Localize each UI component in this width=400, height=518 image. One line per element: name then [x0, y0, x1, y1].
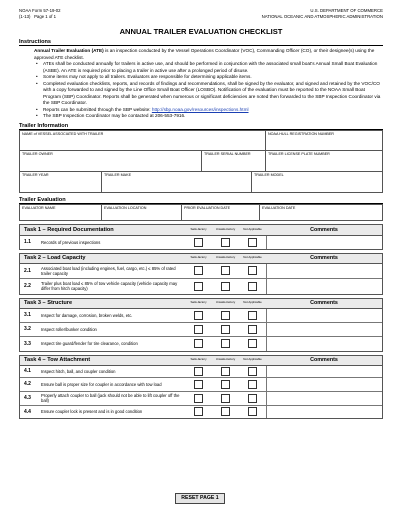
satisfactory-checkbox[interactable] [194, 311, 203, 320]
col-comments: Comments [310, 226, 338, 233]
trailer-info-heading: Trailer Information [19, 122, 383, 130]
evaluation-heading: Trailer Evaluation [19, 196, 383, 204]
instructions-body [19, 46, 383, 120]
item-description: Ensure coupler lock is present and is in good condition [41, 409, 143, 414]
task-title: Task 3 – Structure [24, 300, 73, 306]
instructions-heading: Instructions [19, 38, 383, 46]
instruction-bullet: • Some items may not apply to all trailers. Evaluators are responsible for determining applicable items. [43, 74, 383, 81]
evaluation-row [19, 204, 383, 221]
not-applicable-checkbox[interactable] [248, 325, 257, 334]
comment-field[interactable] [266, 279, 382, 294]
task-title: Task 2 – Load Capacity [24, 255, 86, 261]
reset-page-button[interactable]: RESET PAGE 1 [175, 493, 225, 504]
task-title: Task 1 – Required Documentation [24, 226, 114, 233]
item-number: 3.3 [24, 340, 31, 347]
unsatisfactory-checkbox[interactable] [221, 238, 230, 247]
col-unsatisfactory: Unsatis-factory [215, 300, 236, 305]
item-description: Properly attach coupler to ball (jack should not be able to lift coupler off the ball) [41, 393, 180, 403]
sbp-link[interactable]: http://sbp.noaa.gov/resources/inspections.html [151, 106, 249, 112]
item-number: 4.4 [24, 408, 31, 415]
col-satisfactory: Satis-factory [190, 255, 207, 260]
page-number: Page 1 of 1 [34, 14, 57, 19]
col-unsatisfactory: Unsatis-factory [215, 357, 236, 362]
item-number: 4.3 [24, 395, 31, 401]
item-description: Inspect for damage, corrosion, broken welds, etc. [41, 312, 133, 318]
col-not-applicable: Not Applicable [243, 357, 262, 362]
instructions-list [34, 61, 383, 120]
evaluation-date-field[interactable]: EVALUATION DATE [262, 205, 296, 210]
col-comments: Comments [310, 357, 338, 363]
table-row [20, 337, 382, 351]
evaluation-location-field[interactable]: EVALUATION LOCATION [102, 205, 182, 220]
table-row [20, 323, 382, 337]
table-row [20, 366, 382, 378]
col-not-applicable: Not Applicable [243, 300, 262, 305]
vessel-name-field[interactable]: NAME of VESSEL ASSOCIATED WITH TRAILER [20, 131, 266, 150]
col-unsatisfactory: Unsatis-factory [215, 255, 236, 260]
table-row [20, 236, 382, 249]
unsatisfactory-checkbox[interactable] [221, 311, 230, 320]
col-not-applicable: Not Applicable [243, 226, 262, 231]
trailer-make-field[interactable]: TRAILER MAKE [102, 172, 252, 192]
table-row [20, 279, 382, 294]
satisfactory-checkbox[interactable] [194, 282, 203, 291]
item-description: Inspect hitch, ball, and coupler condition [41, 368, 116, 374]
item-description: Records of previous inspections [41, 239, 101, 245]
evaluator-name-field[interactable]: EVALUATOR NAME [20, 205, 102, 220]
submit-text: Reports can be submitted through the SBP website: [43, 106, 152, 112]
comment-field[interactable] [266, 309, 382, 322]
unsatisfactory-checkbox[interactable] [221, 394, 230, 403]
item-number: 4.1 [24, 368, 31, 374]
item-description: Inspect tire guard/fender for tire clearance, condition [41, 341, 138, 346]
trailer-info-row [19, 130, 383, 151]
item-description: Associated boat load (including engines, fuel, cargo, etc.) ≤ 85% of rated trailer capacity [41, 265, 176, 276]
item-number: 2.2 [24, 283, 31, 289]
unsatisfactory-checkbox[interactable] [221, 266, 230, 275]
not-applicable-checkbox[interactable] [248, 380, 257, 389]
trailer-serial-field[interactable]: TRAILER SERIAL NUMBER [202, 151, 266, 171]
col-satisfactory: Satis-factory [190, 357, 207, 362]
task-table [19, 224, 383, 250]
not-applicable-checkbox[interactable] [248, 311, 257, 320]
license-plate-field[interactable]: TRAILER LICENSE PLATE NUMBER [268, 151, 330, 156]
not-applicable-checkbox[interactable] [248, 394, 257, 403]
ate-definition: is an inspection conducted by the Vessel Operations Coordinator (VOC), Commanding Officer (CO), or their designee(s) using the approved ATE checklist. [34, 48, 375, 60]
col-satisfactory: Satis-factory [190, 226, 207, 231]
item-description: Trailer plus boat load ≤ 85% of tow vehicle capacity (vehicle capacity may differ from hitch capacity) [41, 281, 178, 291]
comment-field[interactable] [266, 323, 382, 336]
satisfactory-checkbox[interactable] [194, 380, 203, 389]
item-number: 1.1 [24, 239, 31, 245]
comment-field[interactable] [266, 337, 382, 351]
trailer-year-field[interactable]: TRAILER YEAR [20, 172, 102, 192]
trailer-owner-field[interactable]: TRAILER OWNER [20, 151, 202, 171]
item-number: 3.1 [24, 312, 31, 318]
not-applicable-checkbox[interactable] [248, 266, 257, 275]
item-number: 2.1 [24, 267, 31, 274]
trailer-model-field[interactable]: TRAILER MODEL [254, 172, 284, 177]
task-title: Task 4 – Tow Attachment [24, 357, 91, 363]
col-satisfactory: Satis-factory [190, 300, 207, 305]
unsatisfactory-checkbox[interactable] [221, 339, 230, 348]
col-unsatisfactory: Unsatis-factory [215, 226, 236, 231]
not-applicable-checkbox[interactable] [248, 339, 257, 348]
comment-field[interactable] [266, 264, 382, 278]
comment-field[interactable] [266, 366, 382, 377]
satisfactory-checkbox[interactable] [194, 325, 203, 334]
task-table [19, 298, 383, 352]
instruction-bullet: • The SBP Inspection Coordinator may be contacted at 206-553-7916. [43, 113, 383, 120]
unsatisfactory-checkbox[interactable] [221, 407, 230, 416]
satisfactory-checkbox[interactable] [194, 339, 203, 348]
unsatisfactory-checkbox[interactable] [221, 367, 230, 376]
trailer-info-row [19, 172, 383, 193]
trailer-info-row [19, 151, 383, 172]
satisfactory-checkbox[interactable] [194, 238, 203, 247]
form-number: NOAA Form 57-19-02 [19, 8, 61, 13]
task-header [20, 253, 382, 264]
col-not-applicable: Not Applicable [243, 255, 262, 260]
unsatisfactory-checkbox[interactable] [221, 380, 230, 389]
table-row [20, 309, 382, 323]
col-comments: Comments [310, 300, 338, 306]
comment-field[interactable] [266, 406, 382, 418]
task-header [20, 225, 382, 236]
table-row [20, 392, 382, 406]
satisfactory-checkbox[interactable] [194, 367, 203, 376]
instruction-bullet: • Completed evaluation checklists, reports, and records of findings and recommendations, shall be signed by the evaluator, and signed and retained by the VOC/CO with a copy forwarded to and signed by the Line Office Small Boat Officer (LOSBO). Notification of the evaluation must be reported to the NOAA Small Boat Program (SBP) Coordinator. Reports shall be generated when numerous or significant deficiencies are noted then forwarded to the SBP Inspection Coordinator via the SBP Coordinator. [43, 81, 383, 107]
ate-term: Annual Trailer Evaluation (ATE) [34, 48, 104, 53]
unsatisfactory-checkbox[interactable] [221, 282, 230, 291]
instructions-lead [34, 48, 383, 61]
col-comments: Comments [310, 255, 338, 261]
comment-field[interactable] [266, 378, 382, 391]
table-row [20, 264, 382, 279]
item-number: 4.2 [24, 381, 31, 387]
satisfactory-checkbox[interactable] [194, 407, 203, 416]
table-row [20, 378, 382, 392]
form-header [19, 8, 383, 20]
prior-evaluation-date-field[interactable]: PRIOR EVALUATION DATE [182, 205, 260, 220]
table-row [20, 406, 382, 418]
agency-name: NATIONAL OCEANIC AND ATMOSPHERIC ADMINISTRATION [261, 14, 383, 19]
comment-field[interactable] [266, 392, 382, 405]
task-table [19, 253, 383, 295]
form-page [19, 8, 383, 419]
item-number: 3.2 [24, 326, 31, 332]
not-applicable-checkbox[interactable] [248, 407, 257, 416]
instruction-bullet: • ATEs shall be conducted annually for trailers in active use, and should be performed in conjunction with the associated small boat's Annual Small Boat Evaluation (ASBE). An ATE is required prior to placing a trailer in active use after a prolonged period of disuse. [43, 61, 383, 74]
form-revision: (1-13) [19, 14, 31, 19]
task-header [20, 355, 382, 366]
task-header [20, 298, 382, 309]
unsatisfactory-checkbox[interactable] [221, 325, 230, 334]
task-table [19, 355, 383, 419]
not-applicable-checkbox[interactable] [248, 238, 257, 247]
comment-field[interactable] [266, 236, 382, 249]
satisfactory-checkbox[interactable] [194, 394, 203, 403]
satisfactory-checkbox[interactable] [194, 266, 203, 275]
not-applicable-checkbox[interactable] [248, 282, 257, 291]
item-description: Inspect roller/bunker condition [41, 326, 97, 332]
hull-registration-field[interactable]: NOAA HULL REGISTRATION NUMBER [268, 131, 334, 136]
department-name: U.S. DEPARTMENT OF COMMERCE [310, 8, 383, 13]
page-title: ANNUAL TRAILER EVALUATION CHECKLIST [119, 27, 283, 36]
item-description: Ensure ball is proper size for coupler in accordance with tow load [41, 381, 162, 387]
not-applicable-checkbox[interactable] [248, 367, 257, 376]
